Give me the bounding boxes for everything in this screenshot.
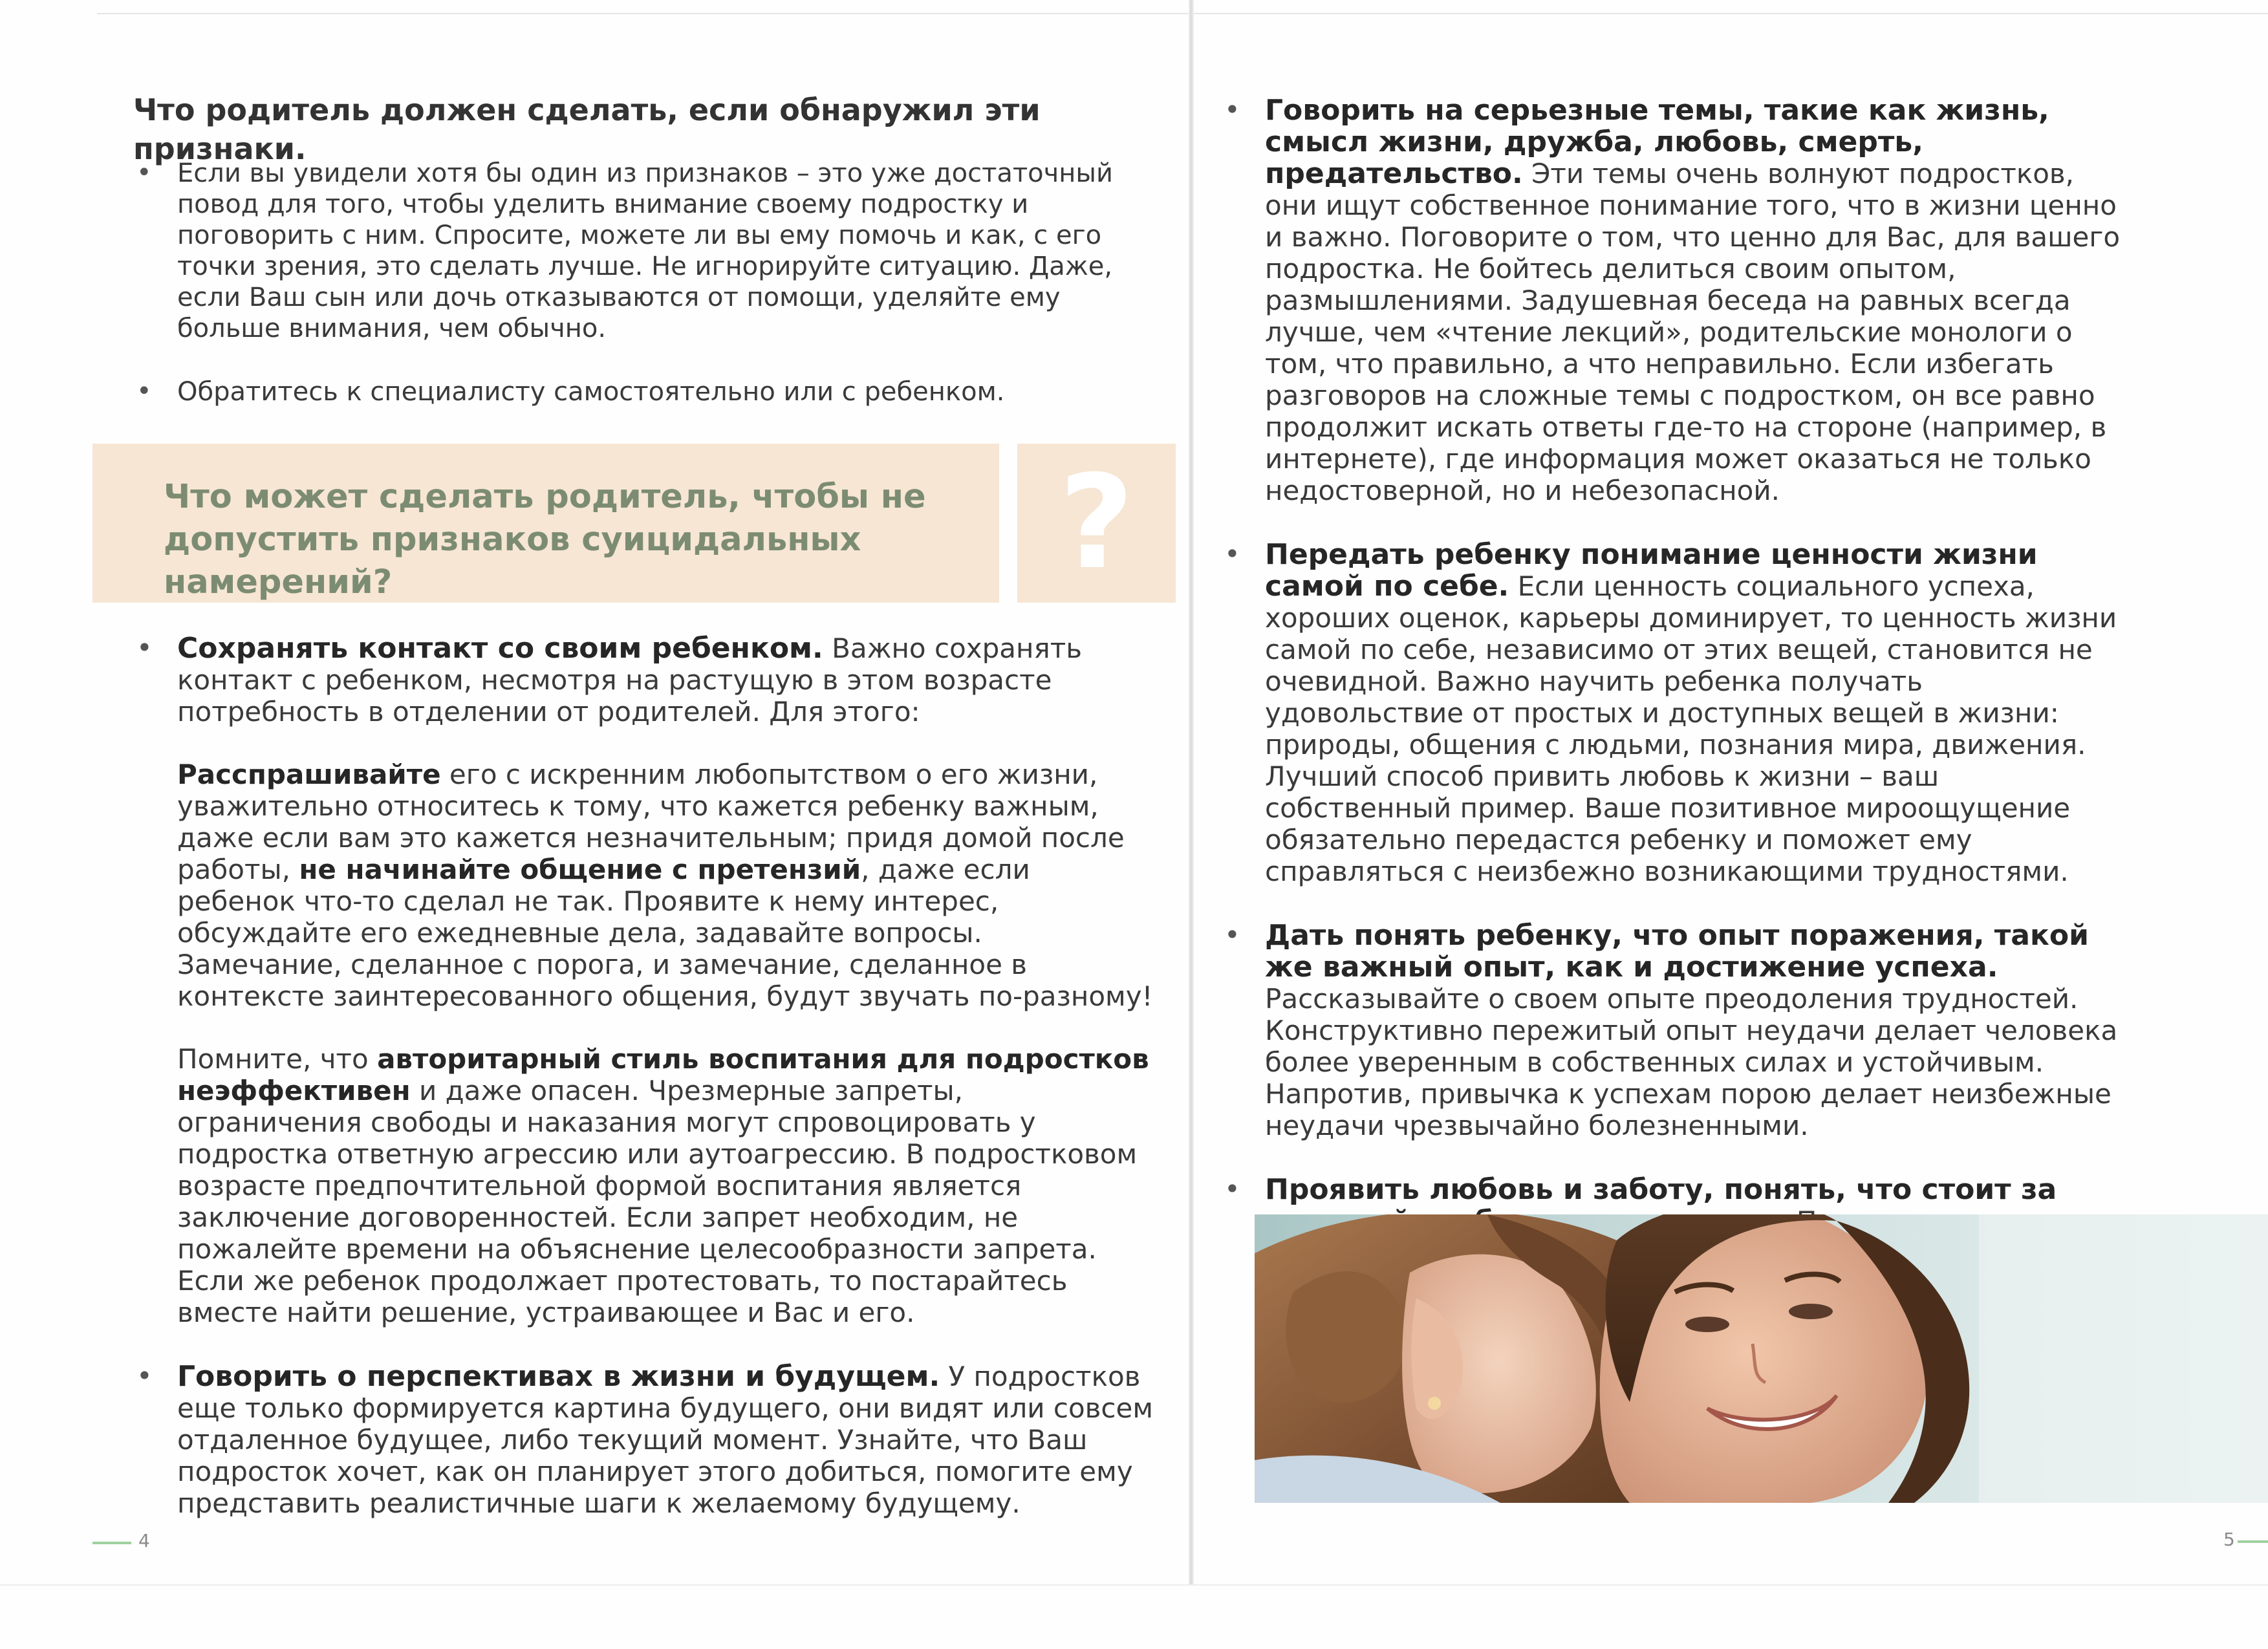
item-text: его с искренним любопытством о его жизни, уважительно относитесь к тому, что кажется ребенку важным, даже если вам это кажется незначительным; придя домой после работы, xyxy=(177,759,1125,885)
list-item xyxy=(1221,539,2129,887)
list-item xyxy=(133,632,1155,1328)
item-paragraph xyxy=(1265,920,2129,1141)
page-number-rule xyxy=(2238,1540,2268,1543)
list-item xyxy=(133,376,1129,407)
bullet-icon: • xyxy=(1224,538,1240,570)
page-number: 4 xyxy=(138,1530,150,1551)
list-item xyxy=(1221,94,2129,506)
bullet-icon: • xyxy=(1224,1173,1240,1205)
item-paragraph xyxy=(177,1043,1155,1328)
actions-list-continued xyxy=(1221,94,2129,1396)
list-item xyxy=(133,158,1129,344)
page-edge-bottom xyxy=(0,1584,2268,1586)
item-text: Эти темы очень волнуют подростков, они ищут собственное понимание того, что в жизни ценно и важно. Поговорите о том, что ценно для Вас, для вашего подростка. Не бойтесь делиться своим опытом, размышлениями. Задушевная беседа на равных всегда лучше, чем «чтение лекций», родительские монологи о том, что правильно, а что неправильно. Если избегать разговоров на сложные темы с подростком, он все равно продолжит искать ответы где-то на стороне (например, в интернете), где информация может оказаться не только недостоверной, но и небезопасной. xyxy=(1265,158,2121,506)
item-paragraph xyxy=(177,759,1155,1012)
item-paragraph xyxy=(177,1361,1155,1519)
emphasis: не начинайте общение с претензий xyxy=(299,854,861,885)
item-text: Рассказывайте о своем опыте преодоления трудностей. Конструктивно пережитый опыт неудачи делает человека более уверенным в собственных силах и устойчивым. Напротив, привычка к успехам порою делает неизбежные неудачи чрезвычайно болезненными. xyxy=(1265,983,2118,1141)
bullet-icon: • xyxy=(1224,94,1240,125)
list-item xyxy=(133,1361,1155,1519)
page-number-rule xyxy=(92,1542,131,1544)
item-paragraph xyxy=(177,632,1155,727)
item-text: Если ценность социального успеха, хороших оценок, карьеры доминирует, то ценность жизни самой по себе, независимо от этих вещей, становится не очевидной. Важно научить ребенка получать удовольствие от простых и доступных вещей в жизни: природы, общения с людьми, познания мира, движения. Лучший способ привить любовь к жизни – ваш собственный пример. Ваше позитивное мироощущение обязательно передастся ребенку и поможет ему справляться с неизбежно возникающими трудностями. xyxy=(1265,570,2117,887)
signs-list xyxy=(133,158,1129,407)
emphasis: Расспрашивайте xyxy=(177,759,441,790)
bullet-icon: • xyxy=(136,632,153,663)
item-text: Важно сохранять контакт с ребенком, несмотря на растущую в этом возрасте потребность в отделении от родителей. Для этого: xyxy=(177,632,1082,727)
callout-title: Что может сделать родитель, чтобы не допустить признаков суицидальных намерений? xyxy=(164,478,926,601)
item-text: Помните, что xyxy=(177,1043,378,1075)
emphasis: авторитарный стиль воспитания для подростков неэффективен xyxy=(177,1043,1149,1106)
item-lead: Говорить на серьезные темы, такие как жизнь, смысл жизни, дружба, любовь, смерть, предательство. xyxy=(1265,94,2049,190)
mother-daughter-photo xyxy=(1255,1214,2268,1503)
question-mark-icon: ? xyxy=(1059,447,1134,598)
list-item xyxy=(1221,920,2129,1141)
item-lead: Передать ребенку понимание ценности жизни самой по себе. xyxy=(1265,538,2038,603)
question-box xyxy=(1017,444,1176,603)
item-text: , даже если ребенок что-то сделал не так. Проявите к нему интерес, обсуждайте его ежедневные дела, задавайте вопросы. Замечание, сделанное с порога, и замечание, сделанное в контексте заинтересованного общения, будут звучать по-разному! xyxy=(177,854,1153,1012)
item-lead: Дать понять ребенку, что опыт поражения, такой же важный опыт, как и достижение успеха. xyxy=(1265,919,2089,984)
bullet-icon: • xyxy=(136,376,152,406)
page-number: 5 xyxy=(2223,1529,2235,1550)
bullet-icon: • xyxy=(136,158,152,188)
item-lead: Говорить о перспективах в жизни и будущем. xyxy=(177,1360,940,1393)
item-lead: Проявить любовь и заботу, понять, что стоит за xyxy=(1265,1173,2057,1206)
item-text: У подростков еще только формируется картина будущего, они видят или совсем отдаленное будущее, либо текущий момент. Узнайте, что Ваш подросток хочет, как он планирует этого добиться, помогите ему представить реалистичные шаги к желаемому будущему. xyxy=(177,1361,1154,1519)
bullet-text: Обратитесь к специалисту самостоятельно или с ребенком. xyxy=(177,377,1005,407)
bullet-icon: • xyxy=(136,1360,153,1392)
item-text: и даже опасен. Чрезмерные запреты, ограничения свободы и наказания могут спровоцировать у подростка ответную агрессию или аутоагрессию. В подростковом возрасте предпочтительной формой воспитания является заключение договоренностей. Если запрет необходим, не пожалейте времени на объяснение целесообразности запрета. Если же ребенок продолжает протестовать, то постарайтесь вместе найти решение, устраивающее и Вас и его. xyxy=(177,1075,1138,1328)
item-lead: Сохранять контакт со своим ребенком. xyxy=(177,632,823,665)
item-paragraph xyxy=(1265,539,2129,887)
section-heading: Что родитель должен сделать, если обнаружил эти признаки. xyxy=(133,92,1041,166)
center-fold xyxy=(1189,0,1194,1584)
bullet-text: Если вы увидели хотя бы один из признаков – это уже достаточный повод для того, чтобы уделить внимание своему подростку и поговорить с ним. Спросите, можете ли вы ему помочь и как, с его точки зрения, это сделать лучше. Не игнорируйте ситуацию. Даже, если Ваш сын или дочь отказываются от помощи, уделяйте ему больше внимания, чем обычно. xyxy=(177,158,1114,343)
bullet-icon: • xyxy=(1224,919,1240,951)
actions-list xyxy=(133,632,1155,1519)
item-paragraph xyxy=(1265,94,2129,506)
callout-box xyxy=(92,444,999,603)
